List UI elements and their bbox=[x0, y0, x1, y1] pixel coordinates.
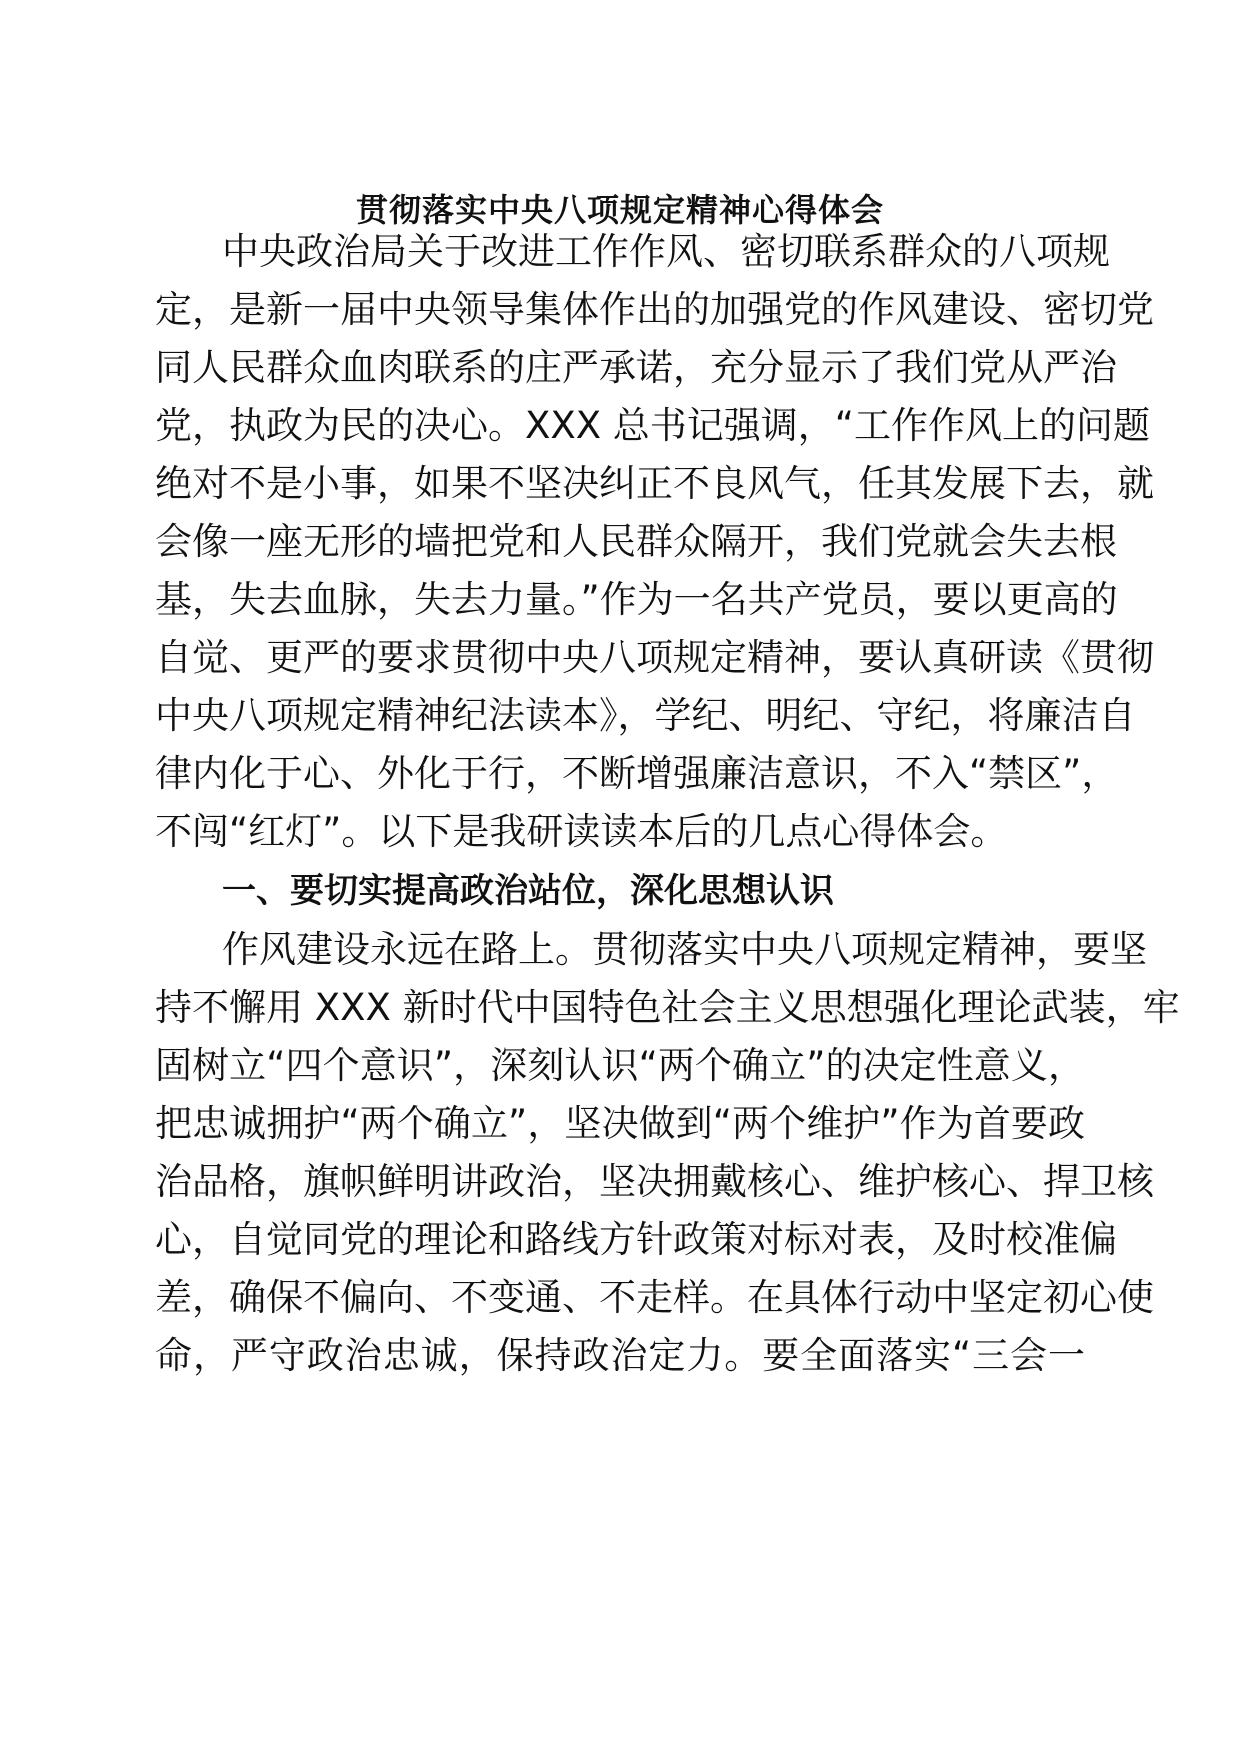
document-title: 贯彻落实中央八项规定精神心得体会 bbox=[355, 191, 884, 229]
paragraph-line: 律内化于心、外化于行，不断增强廉洁意识，不入“禁区”， bbox=[155, 752, 1119, 795]
paragraph-line: 心，自觉同党的理论和路线方针政策对标对表，及时校准偏 bbox=[155, 1218, 1117, 1261]
paragraph-line: 中央政治局关于改进工作作风、密切联系群众的八项规 bbox=[222, 230, 1110, 273]
paragraph-line: 同人民群众血肉联系的庄严承诺，充分显示了我们党从严治 bbox=[155, 346, 1117, 389]
paragraph-line: 绝对不是小事，如果不坚决纠正不良风气，任其发展下去，就 bbox=[155, 462, 1154, 505]
paragraph-line: 作风建设永远在路上。贯彻落实中央八项规定精神，要坚 bbox=[222, 928, 1147, 971]
paragraph-line: 定，是新一届中央领导集体作出的加强党的作风建设、密切党 bbox=[155, 288, 1154, 331]
paragraph-line: 差，确保不偏向、不变通、不走样。在具体行动中坚定初心使 bbox=[155, 1276, 1154, 1319]
paragraph-line: 党，执政为民的决心。XXX 总书记强调，“工作作风上的问题 bbox=[155, 404, 1150, 447]
paragraph-line: 不闯“红灯”。以下是我研读读本后的几点心得体会。 bbox=[155, 810, 1008, 853]
paragraph-line: 把忠诚拥护“两个确立”，坚决做到“两个维护”作为首要政 bbox=[155, 1102, 1085, 1145]
paragraph-line: 会像一座无形的墙把党和人民群众隔开，我们党就会失去根 bbox=[155, 520, 1117, 563]
paragraph-line: 治品格，旗帜鲜明讲政治，坚决拥戴核心、维护核心、捍卫核 bbox=[155, 1160, 1154, 1203]
paragraph-line: 持不懈用 XXX 新时代中国特色社会主义思想强化理论武装，牢 bbox=[155, 986, 1180, 1029]
paragraph-line: 中央八项规定精神纪法读本》，学纪、明纪、守纪，将廉洁自 bbox=[155, 694, 1136, 737]
paragraph-line: 基，失去血脉，失去力量。”作为一名共产党员，要以更高的 bbox=[155, 578, 1118, 621]
paragraph-line: 固树立“四个意识”，深刻认识“两个确立”的决定性意义， bbox=[155, 1044, 1085, 1087]
paragraph-line: 自觉、更严的要求贯彻中央八项规定精神，要认真研读《贯彻 bbox=[155, 636, 1154, 679]
paragraph-line: 命，严守政治忠诚，保持政治定力。要全面落实“三会一 bbox=[155, 1334, 1085, 1377]
section-heading: 一、要切实提高政治站位，深化思想认识 bbox=[222, 871, 834, 911]
